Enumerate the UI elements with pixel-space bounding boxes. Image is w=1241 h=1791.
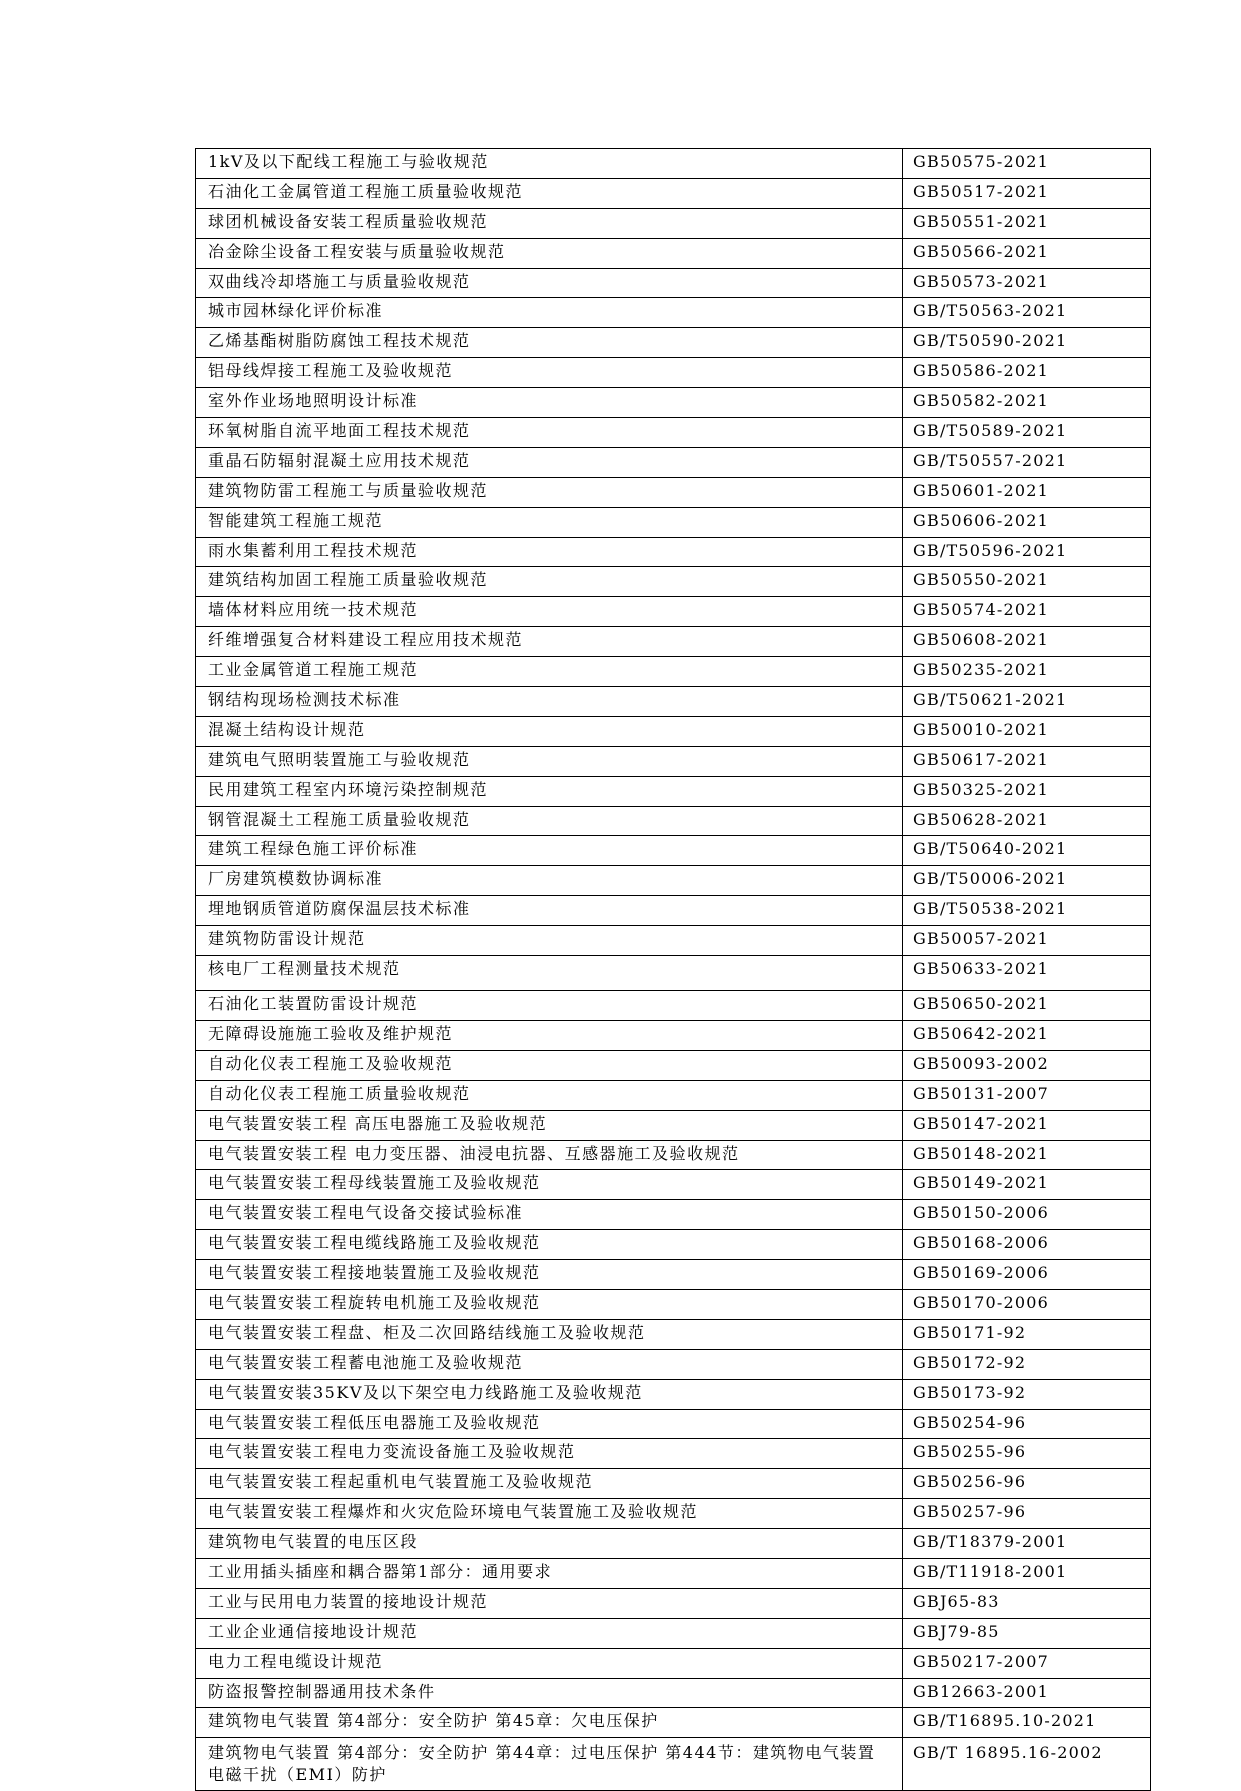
standard-name-cell: 双曲线冷却塔施工与质量验收规范: [196, 268, 903, 298]
standard-code-cell: GB50517-2021: [903, 178, 1151, 208]
standard-code-cell: GB/T50589-2021: [903, 418, 1151, 448]
table-row: [196, 1588, 1151, 1618]
table-row: [196, 1230, 1151, 1260]
table-row: [196, 956, 1151, 991]
standard-code-cell: GB/T18379-2001: [903, 1529, 1151, 1559]
standard-code-cell: GB50217-2007: [903, 1648, 1151, 1678]
standard-code-cell: GB50150-2006: [903, 1200, 1151, 1230]
standard-name-cell: 电气装置安装工程盘、柜及二次回路结线施工及验收规范: [196, 1319, 903, 1349]
standard-name-cell: 墙体材料应用统一技术规范: [196, 597, 903, 627]
table-row: [196, 208, 1151, 238]
standard-name-cell: 电气装置安装工程 电力变压器、油浸电抗器、互感器施工及验收规范: [196, 1140, 903, 1170]
standard-code-cell: GB/T50563-2021: [903, 298, 1151, 328]
table-row: [196, 1349, 1151, 1379]
standard-name-cell: 钢结构现场检测技术标准: [196, 687, 903, 717]
standard-name-cell: 电气装置安装工程接地装置施工及验收规范: [196, 1260, 903, 1290]
standard-name-cell: 混凝土结构设计规范: [196, 716, 903, 746]
standard-name-cell: 工业企业通信接地设计规范: [196, 1618, 903, 1648]
table-row: [196, 836, 1151, 866]
table-row: [196, 537, 1151, 567]
standard-name-cell: 建筑电气照明装置施工与验收规范: [196, 746, 903, 776]
standard-name-cell: 电气装置安装工程起重机电气装置施工及验收规范: [196, 1469, 903, 1499]
standard-code-cell: GBJ65-83: [903, 1588, 1151, 1618]
table-row: [196, 149, 1151, 179]
standard-name-cell: 电气装置安装工程电缆线路施工及验收规范: [196, 1230, 903, 1260]
standard-code-cell: GB50550-2021: [903, 567, 1151, 597]
standard-code-cell: GB50628-2021: [903, 806, 1151, 836]
table-row: [196, 1708, 1151, 1738]
standard-name-cell: 电力工程电缆设计规范: [196, 1648, 903, 1678]
standard-name-cell: 建筑工程绿色施工评价标准: [196, 836, 903, 866]
standard-code-cell: GB50256-96: [903, 1469, 1151, 1499]
standard-name-cell: 无障碍设施施工验收及维护规范: [196, 1020, 903, 1050]
standard-code-cell: GB50169-2006: [903, 1260, 1151, 1290]
table-row: [196, 1678, 1151, 1708]
standard-name-cell: 埋地钢质管道防腐保温层技术标准: [196, 896, 903, 926]
standard-name-cell: 电气装置安装工程低压电器施工及验收规范: [196, 1409, 903, 1439]
standard-code-cell: GB50010-2021: [903, 716, 1151, 746]
table-row: [196, 1558, 1151, 1588]
table-row: [196, 597, 1151, 627]
standard-name-cell: 铝母线焊接工程施工及验收规范: [196, 358, 903, 388]
standard-name-cell: 工业用插头插座和耦合器第1部分：通用要求: [196, 1558, 903, 1588]
standard-code-cell: GB50582-2021: [903, 388, 1151, 418]
table-row: [196, 1439, 1151, 1469]
table-row: [196, 567, 1151, 597]
table-row: [196, 687, 1151, 717]
standard-name-cell: 雨水集蓄利用工程技术规范: [196, 537, 903, 567]
standard-code-cell: GB/T50538-2021: [903, 896, 1151, 926]
standard-name-cell: 电气装置安装工程电力变流设备施工及验收规范: [196, 1439, 903, 1469]
standard-code-cell: GB50617-2021: [903, 746, 1151, 776]
standard-code-cell: GB50171-92: [903, 1319, 1151, 1349]
table-row: [196, 657, 1151, 687]
table-row: [196, 627, 1151, 657]
standard-code-cell: GB50093-2002: [903, 1050, 1151, 1080]
table-row: [196, 358, 1151, 388]
standard-code-cell: GB/T50621-2021: [903, 687, 1151, 717]
table-row: [196, 1529, 1151, 1559]
table-row: [196, 507, 1151, 537]
standard-name-cell: 电气装置安装工程爆炸和火灾危险环境电气装置施工及验收规范: [196, 1499, 903, 1529]
standard-name-cell: 防盗报警控制器通用技术条件: [196, 1678, 903, 1708]
standard-code-cell: GB50257-96: [903, 1499, 1151, 1529]
table-row: [196, 1469, 1151, 1499]
standard-code-cell: GB/T16895.10-2021: [903, 1708, 1151, 1738]
standard-code-cell: GB12663-2001: [903, 1678, 1151, 1708]
standard-name-cell: 乙烯基酯树脂防腐蚀工程技术规范: [196, 328, 903, 358]
standard-code-cell: GB50566-2021: [903, 238, 1151, 268]
table-row: [196, 806, 1151, 836]
standard-name-cell: 城市园林绿化评价标准: [196, 298, 903, 328]
standards-table: [195, 148, 1151, 1791]
table-row: [196, 1319, 1151, 1349]
standard-name-cell: 电气装置安装工程旋转电机施工及验收规范: [196, 1289, 903, 1319]
standard-code-cell: GB50642-2021: [903, 1020, 1151, 1050]
standard-code-cell: GB/T 16895.16-2002: [903, 1738, 1151, 1791]
table-row: [196, 866, 1151, 896]
table-row: [196, 298, 1151, 328]
standard-code-cell: GB/T50590-2021: [903, 328, 1151, 358]
standard-code-cell: GB50608-2021: [903, 627, 1151, 657]
table-row: [196, 1200, 1151, 1230]
standard-code-cell: GBJ79-85: [903, 1618, 1151, 1648]
table-row: [196, 178, 1151, 208]
standard-code-cell: GB50574-2021: [903, 597, 1151, 627]
standard-name-cell: 1kV及以下配线工程施工与验收规范: [196, 149, 903, 179]
standard-name-cell: 电气装置安装工程电气设备交接试验标准: [196, 1200, 903, 1230]
table-row: [196, 896, 1151, 926]
standard-name-cell: 纤维增强复合材料建设工程应用技术规范: [196, 627, 903, 657]
standard-name-cell: 重晶石防辐射混凝土应用技术规范: [196, 447, 903, 477]
table-row: [196, 1379, 1151, 1409]
standard-code-cell: GB50325-2021: [903, 776, 1151, 806]
standard-name-cell: 环氧树脂自流平地面工程技术规范: [196, 418, 903, 448]
standard-code-cell: GB50149-2021: [903, 1170, 1151, 1200]
standard-name-cell: 建筑物防雷设计规范: [196, 926, 903, 956]
table-row: [196, 268, 1151, 298]
standard-code-cell: GB50170-2006: [903, 1289, 1151, 1319]
standard-code-cell: GB50131-2007: [903, 1080, 1151, 1110]
standard-code-cell: GB50254-96: [903, 1409, 1151, 1439]
standard-code-cell: GB50173-92: [903, 1379, 1151, 1409]
table-row: [196, 1289, 1151, 1319]
standard-name-cell: 建筑物电气装置的电压区段: [196, 1529, 903, 1559]
standard-code-cell: GB50573-2021: [903, 268, 1151, 298]
standard-name-cell: 钢管混凝土工程施工质量验收规范: [196, 806, 903, 836]
standard-name-cell: 冶金除尘设备工程安装与质量验收规范: [196, 238, 903, 268]
standard-code-cell: GB50601-2021: [903, 477, 1151, 507]
standard-name-cell: 自动化仪表工程施工质量验收规范: [196, 1080, 903, 1110]
table-row: [196, 1170, 1151, 1200]
standard-name-cell: 球团机械设备安装工程质量验收规范: [196, 208, 903, 238]
standard-name-cell: 核电厂工程测量技术规范: [196, 956, 903, 991]
standard-name-cell: 石油化工金属管道工程施工质量验收规范: [196, 178, 903, 208]
standard-name-cell: 建筑物防雷工程施工与质量验收规范: [196, 477, 903, 507]
standard-code-cell: GB/T11918-2001: [903, 1558, 1151, 1588]
standard-name-cell: 建筑结构加固工程施工质量验收规范: [196, 567, 903, 597]
standard-code-cell: GB50172-92: [903, 1349, 1151, 1379]
standard-code-cell: GB/T50557-2021: [903, 447, 1151, 477]
table-row: [196, 776, 1151, 806]
standard-name-cell: 工业与民用电力装置的接地设计规范: [196, 1588, 903, 1618]
table-row: [196, 1409, 1151, 1439]
table-row: [196, 1110, 1151, 1140]
standard-code-cell: GB50606-2021: [903, 507, 1151, 537]
table-row: [196, 1140, 1151, 1170]
standard-code-cell: GB50235-2021: [903, 657, 1151, 687]
standard-name-cell: 石油化工装置防雷设计规范: [196, 991, 903, 1021]
standard-name-cell: 建筑物电气装置 第4部分：安全防护 第44章：过电压保护 第444节：建筑物电气装置电磁干扰（EMI）防护: [196, 1738, 903, 1791]
standard-code-cell: GB50575-2021: [903, 149, 1151, 179]
table-row: [196, 991, 1151, 1021]
standard-code-cell: GB50057-2021: [903, 926, 1151, 956]
standard-name-cell: 建筑物电气装置 第4部分：安全防护 第45章：欠电压保护: [196, 1708, 903, 1738]
table-row: [196, 1260, 1151, 1290]
table-row: [196, 477, 1151, 507]
standard-code-cell: GB50147-2021: [903, 1110, 1151, 1140]
table-row: [196, 716, 1151, 746]
table-row: [196, 418, 1151, 448]
standard-code-cell: GB50551-2021: [903, 208, 1151, 238]
standard-name-cell: 电气装置安装工程母线装置施工及验收规范: [196, 1170, 903, 1200]
standard-code-cell: GB50168-2006: [903, 1230, 1151, 1260]
standards-table-body: [196, 149, 1151, 1791]
standard-code-cell: GB50633-2021: [903, 956, 1151, 991]
table-row: [196, 1080, 1151, 1110]
table-row: [196, 1648, 1151, 1678]
standard-code-cell: GB/T50006-2021: [903, 866, 1151, 896]
standard-name-cell: 电气装置安装工程 高压电器施工及验收规范: [196, 1110, 903, 1140]
standard-code-cell: GB/T50640-2021: [903, 836, 1151, 866]
standard-name-cell: 智能建筑工程施工规范: [196, 507, 903, 537]
table-row: [196, 328, 1151, 358]
standard-code-cell: GB50650-2021: [903, 991, 1151, 1021]
table-row: [196, 926, 1151, 956]
table-row: [196, 388, 1151, 418]
table-row: [196, 1738, 1151, 1791]
table-row: [196, 447, 1151, 477]
table-row: [196, 238, 1151, 268]
standard-code-cell: GB/T50596-2021: [903, 537, 1151, 567]
standard-name-cell: 民用建筑工程室内环境污染控制规范: [196, 776, 903, 806]
standard-code-cell: GB50255-96: [903, 1439, 1151, 1469]
table-row: [196, 1020, 1151, 1050]
standard-name-cell: 电气装置安装35KV及以下架空电力线路施工及验收规范: [196, 1379, 903, 1409]
table-row: [196, 746, 1151, 776]
standard-name-cell: 室外作业场地照明设计标准: [196, 388, 903, 418]
table-row: [196, 1050, 1151, 1080]
standard-code-cell: GB50148-2021: [903, 1140, 1151, 1170]
standard-name-cell: 自动化仪表工程施工及验收规范: [196, 1050, 903, 1080]
table-row: [196, 1499, 1151, 1529]
standard-name-cell: 厂房建筑模数协调标准: [196, 866, 903, 896]
standard-name-cell: 电气装置安装工程蓄电池施工及验收规范: [196, 1349, 903, 1379]
standard-name-cell: 工业金属管道工程施工规范: [196, 657, 903, 687]
standard-code-cell: GB50586-2021: [903, 358, 1151, 388]
table-row: [196, 1618, 1151, 1648]
